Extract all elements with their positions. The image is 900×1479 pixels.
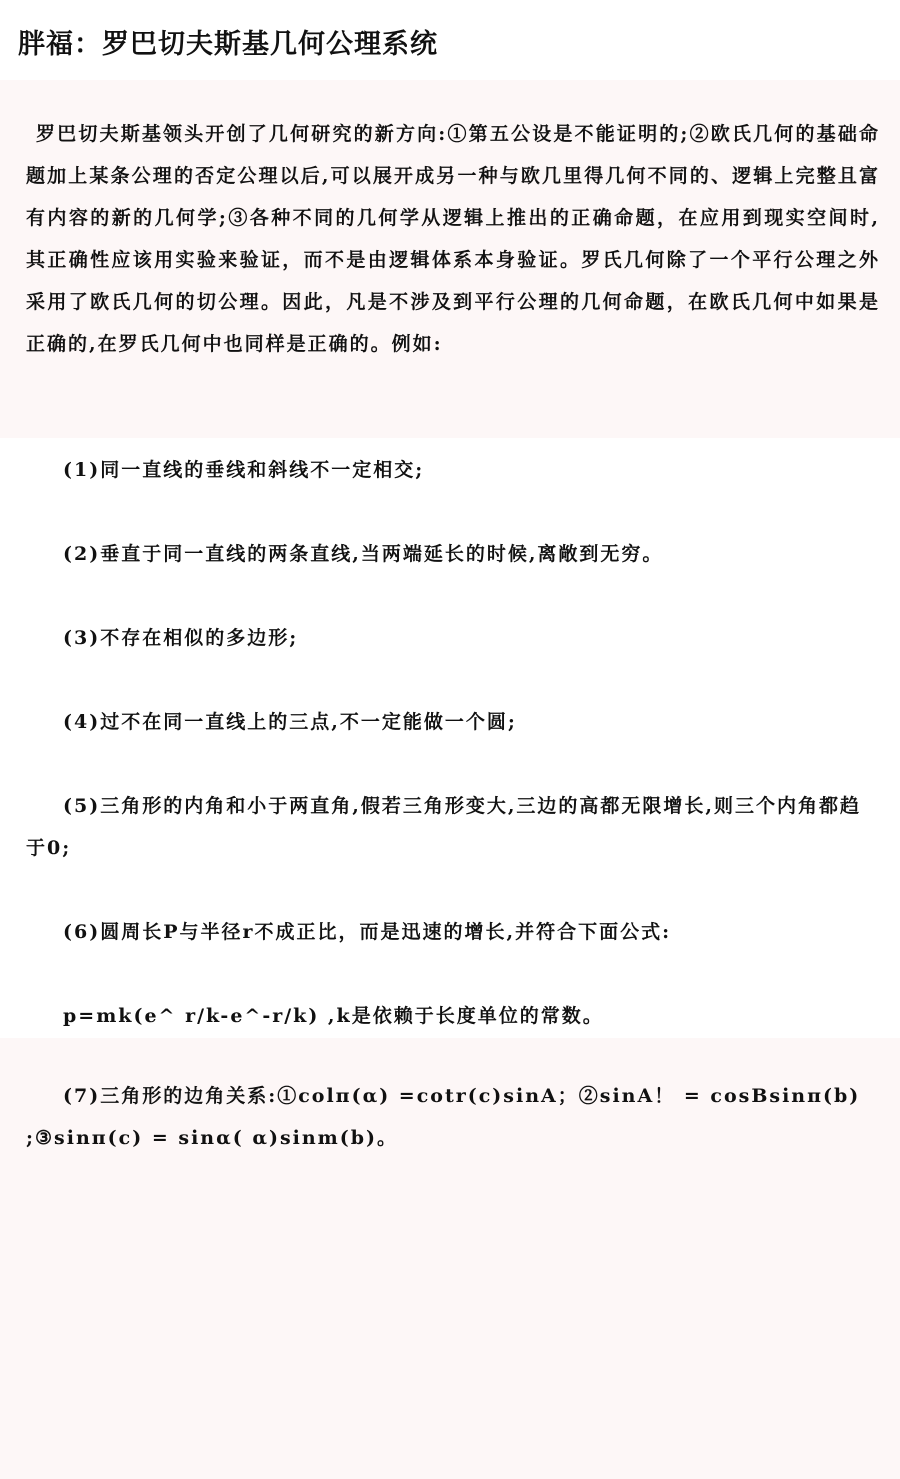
list-item: (1)同一直线的垂线和斜线不一定相交;: [63, 459, 425, 481]
intro-paragraph: 罗巴切夫斯基领头开创了几何研究的新方向:①第五公设是不能证明的;②欧氏几何的基础命题加上某条公理的否定公理以后,可以展开成另一种与欧几里得几何不同的、逻辑上完整且富有内容的新的几何学;③各种不同的几何学从逻辑上推出的正确命题，在应用到现实空间时,其正确性应该用实验来验证，而不是由逻辑体系本身验证。罗氏几何除了一个平行公理之外采用了欧氏几何的切公理。因此，凡是不涉及到平行公理的几何命题，在欧氏几何中如果是正确的,在罗氏几何中也同样是正确的。例如:: [26, 123, 880, 355]
list-item: (7)三角形的边角关系:①colπ(α) =cotr(c)sinA；②sinA！ = cosBsinπ(b) ;③sinπ(c) = sinα( α)sinm(b)。: [26, 1085, 861, 1149]
header: [0, 0, 900, 80]
list-item: (4)过不在同一直线上的三点,不一定能做一个圆;: [63, 711, 517, 733]
list-item: (2)垂直于同一直线的两条直线,当两端延长的时候,离敞到无穷。: [63, 543, 664, 565]
items-section: [0, 438, 900, 1038]
bottom-section: [0, 1038, 900, 1479]
formula-line: p=mk(e^ r/k-e^-r/k) ,k是依赖于长度单位的常数。: [63, 1005, 604, 1027]
intro-section: [0, 80, 900, 438]
list-item: (3)不存在相似的多边形;: [63, 627, 299, 649]
list-item: (5)三角形的内角和小于两直角,假若三角形变大,三边的高都无限增长,则三个内角都趋于0;: [26, 795, 862, 859]
list-item: (6)圆周长P与半径r不成正比，而是迅速的增长,并符合下面公式:: [63, 921, 672, 943]
page-title: 胖福：罗巴切夫斯基几何公理系统: [18, 29, 438, 60]
